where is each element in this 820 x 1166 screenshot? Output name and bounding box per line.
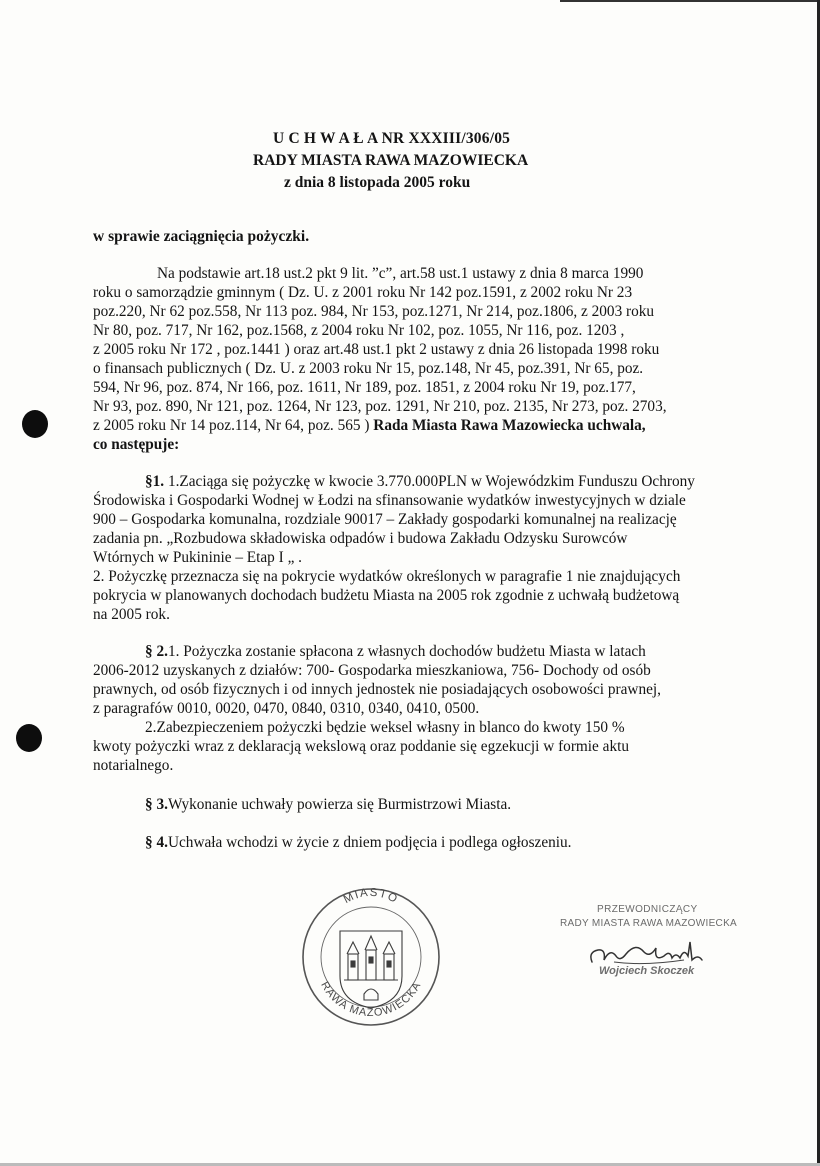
section-1-line: Środowiska i Gospodarki Wodnej w Łodzi na sfinansowanie wydatków inwestycyjnych w dziale <box>93 492 686 509</box>
preamble-closing: co następuje: <box>93 436 180 453</box>
section-1-line: Wtórnych w Pukininie – Etap I „ . <box>93 549 303 566</box>
section-4-text: Uchwała wchodzi w życie z dniem podjęcia i podlega ogłoszeniu. <box>167 834 572 851</box>
section-1-line: zadania pn. „Rozbudowa składowiska odpadów i budowa Zakładu Odzysku Surowców <box>93 530 628 547</box>
section-1-line: 900 – Gospodarka komunalna, rozdziale 90017 – Zakłady gospodarki komunalnej na realizację <box>93 511 677 528</box>
coat-of-arms-icon <box>340 931 402 1008</box>
preamble-line: Nr 93, poz. 890, Nr 121, poz. 1264, Nr 123, poz. 1291, Nr 210, poz. 2135, Nr 273, poz. 2703, <box>93 398 667 415</box>
section-2-label: § 2. <box>145 643 168 660</box>
preamble-line: poz.220, Nr 62 poz.558, Nr 113 poz. 984, Nr 153, poz.1271, Nr 214, poz.1806, z 2003 roku <box>93 303 655 320</box>
chairman-name: Wojciech Skoczek <box>599 965 695 977</box>
seal-text-bottom: RAWA MAZOWIECKA <box>318 979 424 1020</box>
resolution-number: U C H W A Ł A NR XXXIII/306/05 <box>273 130 511 147</box>
section-2-line: notarialnego. <box>93 757 174 774</box>
section-2-line: 2.Zabezpieczeniem pożyczki będzie weksel własny in blanco do kwoty 150 % <box>145 719 625 736</box>
chairman-title: PRZEWODNICZĄCY <box>597 904 698 915</box>
punch-hole-upper <box>22 410 48 438</box>
scan-edge-top <box>560 0 820 2</box>
section-2-line: kwoty pożyczki wraz z deklaracją wekslową oraz poddanie się egzekucji w formie aktu <box>93 738 630 755</box>
preamble-line: roku o samorządzie gminnym ( Dz. U. z 2001 roku Nr 142 poz.1591, z 2002 roku Nr 23 <box>93 284 633 301</box>
preamble-line: o finansach publicznych ( Dz. U. z 2003 roku Nr 15, poz.148, Nr 45, poz.391, Nr 65, poz. <box>93 360 644 377</box>
chairman-signature-block <box>560 902 760 992</box>
resolution-date: z dnia 8 listopada 2005 roku <box>284 174 471 191</box>
svg-text:RAWA MAZOWIECKA <box>318 980 423 1019</box>
seal-text-top: MIASTO <box>341 886 401 907</box>
preamble-line: Na podstawie art.18 ust.2 pkt 9 lit. ”c”, art.58 ust.1 ustawy z dnia 8 marca 1990 <box>157 265 644 282</box>
resolution-subject: w sprawie zaciągnięcia pożyczki. <box>93 228 310 245</box>
section-4-label: § 4. <box>145 834 168 851</box>
section-3-label: § 3. <box>145 796 168 813</box>
section-2-text: 1. Pożyczka zostanie spłacona z własnych dochodów budżetu Miasta w latach <box>167 643 646 660</box>
preamble-line: 594, Nr 96, poz. 874, Nr 166, poz. 1611, Nr 189, poz. 1851, z 2004 roku Nr 19, poz.177, <box>93 379 636 396</box>
section-4 <box>145 834 571 852</box>
council-name: RADY MIASTA RAWA MAZOWIECKA <box>253 152 529 169</box>
town-seal-stamp <box>300 884 442 1030</box>
preamble-last-line <box>93 417 646 435</box>
punch-hole-lower <box>16 724 42 752</box>
section-1-line: na 2005 rok. <box>93 606 170 623</box>
preamble-line: Nr 80, poz. 717, Nr 162, poz.1568, z 2004 roku Nr 102, poz. 1055, Nr 116, poz. 1203 , <box>93 322 625 339</box>
svg-text:MIASTO <box>342 887 400 906</box>
council-resolves: Rada Miasta Rawa Mazowiecka uchwala, <box>373 417 646 434</box>
preamble-text: z 2005 roku Nr 14 poz.114, Nr 64, poz. 565 ) <box>93 417 374 434</box>
preamble-line: z 2005 roku Nr 172 , poz.1441 ) oraz art.48 ust.1 pkt 2 ustawy z dnia 26 listopada 1998 roku <box>93 341 660 358</box>
section-2-line: 2006-2012 uzyskanych z działów: 700- Gospodarka mieszkaniowa, 756- Dochody od osób <box>93 662 651 679</box>
section-3-text: Wykonanie uchwały powierza się Burmistrzowi Miasta. <box>167 796 512 813</box>
section-1-text: 1.Zaciąga się pożyczkę w kwocie 3.770.000PLN w Wojewódzkim Funduszu Ochrony <box>164 473 695 490</box>
section-1-line: 2. Pożyczkę przeznacza się na pokrycie wydatków określonych w paragrafie 1 nie znajdujących <box>93 568 681 585</box>
chairman-council: RADY MIASTA RAWA MAZOWIECKA <box>560 918 738 929</box>
section-1-line: pokrycia w planowanych dochodach budżetu Miasta na 2005 rok zgodnie z uchwałą budżetową <box>93 587 680 604</box>
section-1-first-line <box>145 473 695 491</box>
section-2-first-line <box>145 643 646 661</box>
section-3 <box>145 796 511 814</box>
section-1-label: §1. <box>145 473 165 490</box>
section-2-line: z paragrafów 0010, 0020, 0470, 0840, 0310, 0340, 0410, 0500. <box>93 700 480 717</box>
section-2-line: prawnych, od osób fizycznych i od innych jednostek nie posiadających osobowości prawnej, <box>93 681 661 698</box>
